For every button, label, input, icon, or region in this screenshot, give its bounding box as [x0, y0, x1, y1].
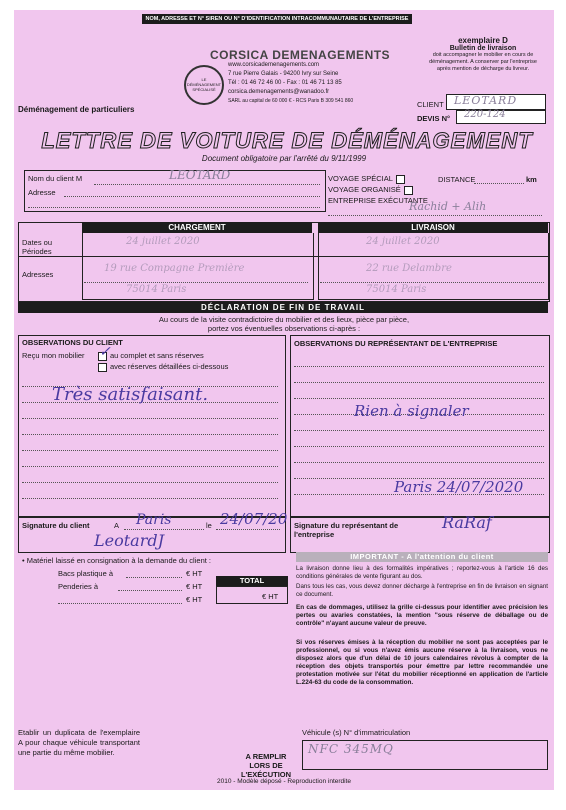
obs-client-title: OBSERVATIONS DU CLIENT	[22, 338, 123, 347]
penderies-unit: € HT	[186, 582, 203, 591]
voyage-special-text: VOYAGE SPÉCIAL	[328, 174, 393, 183]
company-name: CORSICA DEMENAGEMENTS	[210, 48, 391, 62]
voyage-organise-text: VOYAGE ORGANISÉ	[328, 185, 401, 194]
declaration-intro2: portez vos éventuelles observations ci-après :	[207, 324, 361, 333]
company-email: corsica.demenagements@wanadoo.fr	[228, 89, 330, 95]
le-label: le	[206, 521, 212, 530]
option-reserves	[98, 362, 228, 372]
bacs-label: Bacs plastique à	[58, 569, 114, 578]
company-website: www.corsicademenagements.com	[228, 62, 320, 68]
particuliers-label: Déménagement de particuliers	[18, 105, 135, 114]
important-p2: Dans tous les cas, vous devez donner décharge à l'entreprise en fin de livraison en signant ce document.	[296, 583, 548, 598]
complet-check-mark: ✓	[99, 344, 111, 360]
client-name-label: Nom du client M	[28, 174, 83, 183]
a-value: Paris	[136, 512, 172, 528]
livraison-date: 24 juillet 2020	[366, 236, 440, 247]
entreprise-exec-label: ENTREPRISE EXÉCUTANTE	[328, 196, 428, 205]
devis-label: DEVIS N°	[417, 114, 451, 123]
important-p1: La livraison donne lieu à des formalités impératives ; reportez-vous à l'article 16 des conditions générales de vente figurant au dos.	[296, 565, 548, 580]
voyage-organise-checkbox[interactable]	[404, 186, 413, 195]
header-banner: NOM, ADRESSE ET N° SIREN OU N° D'IDENTIFICATION INTRACOMMUNAUTAIRE DE L'ENTREPRISE	[142, 14, 412, 24]
client-signature: LeotardJ	[94, 531, 164, 550]
document-page	[14, 10, 554, 790]
rep-signature: RaRaf	[442, 513, 492, 532]
exemplaire-title: exemplaire D	[458, 36, 508, 45]
vehicule-label: Véhicule (s) N° d'immatriculation	[302, 728, 411, 737]
rep-signature-label: Signature du représentant de l'entreprise	[294, 521, 399, 539]
obs-client-handwriting: Très satisfaisant.	[52, 384, 209, 405]
total-header: TOTAL	[216, 576, 288, 586]
company-logo	[184, 65, 224, 105]
total-unit: € HT	[262, 592, 279, 601]
reserves-checkbox[interactable]	[98, 363, 107, 372]
company-legal: SARL au capital de 60 000 € - RCS Paris B 309 541 860	[228, 98, 354, 104]
company-address: 7 rue Pierre Galais - 94200 Ivry sur Seine	[228, 71, 339, 77]
client-address-label: Adresse	[28, 188, 56, 197]
chargement-header: CHARGEMENT	[82, 222, 312, 233]
main-title: LETTRE DE VOITURE DE DÉMÉNAGEMENT	[41, 128, 533, 153]
entreprise-exec-value: Rachid + Alih	[409, 200, 487, 213]
logo-text: LE DÉMÉNAGEMENT SPÉCIALISÉ	[186, 77, 222, 92]
client-signature-label: Signature du client	[22, 521, 90, 530]
option-reserves-text: avec réserves détaillées ci-dessous	[110, 362, 229, 371]
a-label: A	[114, 521, 120, 530]
client-label: CLIENT	[417, 100, 444, 109]
materiel-unit3: € HT	[186, 595, 203, 604]
model-note: 2010 - Modèle déposé - Reproduction interdite	[216, 778, 352, 785]
km-label: km	[526, 175, 537, 184]
exemplaire-box	[416, 26, 550, 92]
important-p4: Si vos réserves émises à la réception du mobilier ne sont pas acceptées par le professionnel, ou si vous n'avez émis aucune réserve à la livraison, vous ne disposez alors que d'un délai de 10 jours calendaires révolus à compter de la réception des objets transportés pour émettre par lettre recommandée une protestation motivée sur l'état du mobilier réceptionné en application de l'article L.224-63 du code de la consommation.	[296, 639, 548, 686]
dates-label: Dates ou Périodes	[22, 238, 53, 256]
materiel-intro: • Matériel laissé en consignation à la demande du client :	[22, 556, 211, 565]
option-complet	[98, 351, 204, 361]
obs-rep-title: OBSERVATIONS DU REPRÉSENTANT DE L'ENTREPRISE	[294, 339, 498, 348]
livraison-addr2: 75014 Paris	[366, 284, 427, 295]
distance-label: DISTANCE	[438, 175, 476, 184]
chargement-date: 24 juillet 2020	[126, 236, 200, 247]
document-subtitle: Document obligatoire par l'arrêté du 9/11/1999	[201, 154, 367, 163]
le-value: 24/07/20	[220, 510, 288, 528]
client-name-value: LEOTARD	[169, 168, 231, 182]
important-header: IMPORTANT - A l'attention du client	[296, 552, 548, 562]
exemplaire-subtitle: Bulletin de livraison	[449, 45, 517, 52]
client-value: LEOTARD	[454, 94, 518, 107]
devis-value: 220-124	[464, 109, 506, 120]
livraison-addr1: 22 rue Delambre	[366, 263, 452, 274]
voyage-organise-label	[328, 185, 413, 195]
chargement-addr1: 19 rue Compagne Première	[104, 263, 245, 274]
company-phone: Tél : 01 46 72 46 00 - Fax : 01 46 71 13 85	[228, 80, 342, 86]
declaration-intro1: Au cours de la visite contradictoire du mobilier et des lieux, pièce par pièce,	[158, 315, 410, 324]
chargement-addr2: 75014 Paris	[126, 284, 187, 295]
bacs-unit: € HT	[186, 569, 203, 578]
voyage-special-label	[328, 174, 405, 184]
duplicata-note: Etablir un duplicata de l'exemplaire A pour chaque véhicule transportant une partie du même mobilier.	[18, 728, 140, 757]
voyage-special-checkbox[interactable]	[396, 175, 405, 184]
livraison-header: LIVRAISON	[318, 222, 548, 233]
penderies-label: Penderies à	[58, 582, 99, 591]
important-p3: En cas de dommages, utilisez la grille ci-dessus pour identifier avec précision les pertes ou avaries constatées, la mention "sous réserve de déballage ou de contrôle" n'ayant aucune valeur de preuve.	[296, 604, 548, 627]
option-complet-text: au complet et sans réserves	[110, 351, 204, 360]
vehicule-value: NFC 345MQ	[308, 742, 394, 756]
adresses-label: Adresses	[22, 270, 54, 279]
obs-rep-handwriting1: Rien à signaler	[354, 402, 469, 420]
obs-rep-handwriting2: Paris 24/07/2020	[394, 478, 524, 496]
declaration-header: DÉCLARATION DE FIN DE TRAVAIL	[18, 302, 548, 313]
recu-label: Reçu mon mobilier	[22, 351, 85, 360]
remplir-label: A REMPLIR LORS DE L'EXÉCUTION	[240, 752, 292, 779]
exemplaire-text: doit accompagner le mobilier en cours de déménagement. A conserver par l'entreprise après mention de décharge du livreur.	[429, 52, 537, 72]
